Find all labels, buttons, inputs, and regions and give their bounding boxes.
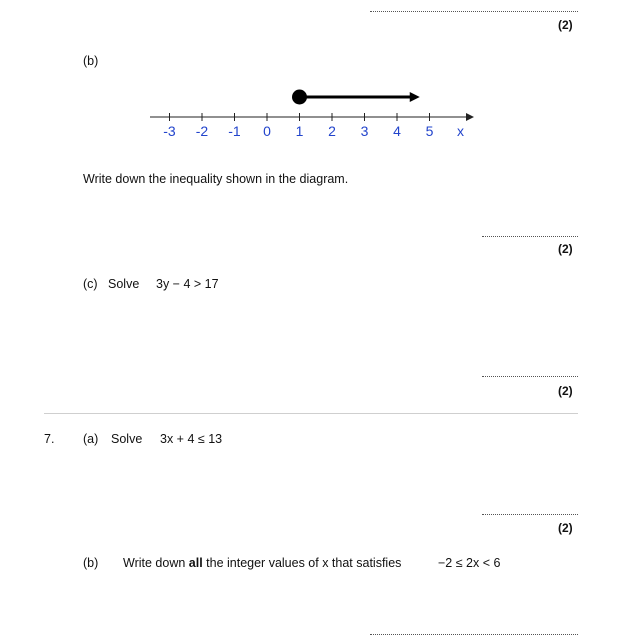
- part-c-verb: Solve: [108, 277, 140, 291]
- number-line-tick-label: 2: [328, 123, 336, 139]
- closed-circle-endpoint: [292, 90, 307, 105]
- q7-part-b-inequality: −2 ≤ 2x < 6: [438, 556, 501, 570]
- answer-line-b: [482, 236, 578, 237]
- answer-line-c: [482, 376, 578, 377]
- number-line-tick-label: -2: [195, 123, 209, 139]
- number-line-tick-label: 1: [295, 123, 304, 139]
- inequality-ray-arrowhead: [410, 92, 420, 102]
- answer-line-7b: [370, 634, 578, 635]
- part-c-equation: 3y − 4 > 17: [156, 277, 219, 291]
- number-line: [150, 85, 480, 155]
- q7-part-a-verb: Solve: [111, 432, 143, 446]
- question-separator: [44, 413, 578, 414]
- q7-part-a-label: (a): [83, 432, 99, 446]
- axis-label-x: x: [457, 123, 464, 139]
- q7-part-b-text-after: the integer values of x that satisfies: [202, 556, 402, 570]
- part-c-label: (c): [83, 277, 98, 291]
- marks-7a: (2): [558, 521, 573, 535]
- q7-part-b-bold-word: all: [188, 556, 203, 570]
- answer-line-top: [370, 11, 578, 12]
- number-line-tick-label: 5: [425, 123, 434, 139]
- marks-top: (2): [558, 18, 573, 32]
- part-b-prompt: Write down the inequality shown in the diagram.: [83, 172, 349, 186]
- number-line-tick-label: 4: [393, 123, 401, 139]
- answer-line-7a: [482, 514, 578, 515]
- number-line-tick-label: 3: [360, 123, 369, 139]
- q7-part-b-prompt: [123, 556, 401, 570]
- marks-b: (2): [558, 242, 573, 256]
- number-line-tick-label: -1: [228, 123, 241, 139]
- number-line-tick-label: -3: [163, 123, 176, 139]
- number-line-tick-label: 0: [263, 123, 271, 139]
- marks-c: (2): [558, 384, 573, 398]
- question-number: 7.: [44, 432, 55, 446]
- q7-part-b-text-before: Write down: [123, 556, 189, 570]
- part-b-label: (b): [83, 54, 99, 68]
- q7-part-a-equation: 3x + 4 ≤ 13: [160, 432, 223, 446]
- q7-part-b-label: (b): [83, 556, 99, 570]
- number-line-axis-arrowhead: [466, 113, 474, 121]
